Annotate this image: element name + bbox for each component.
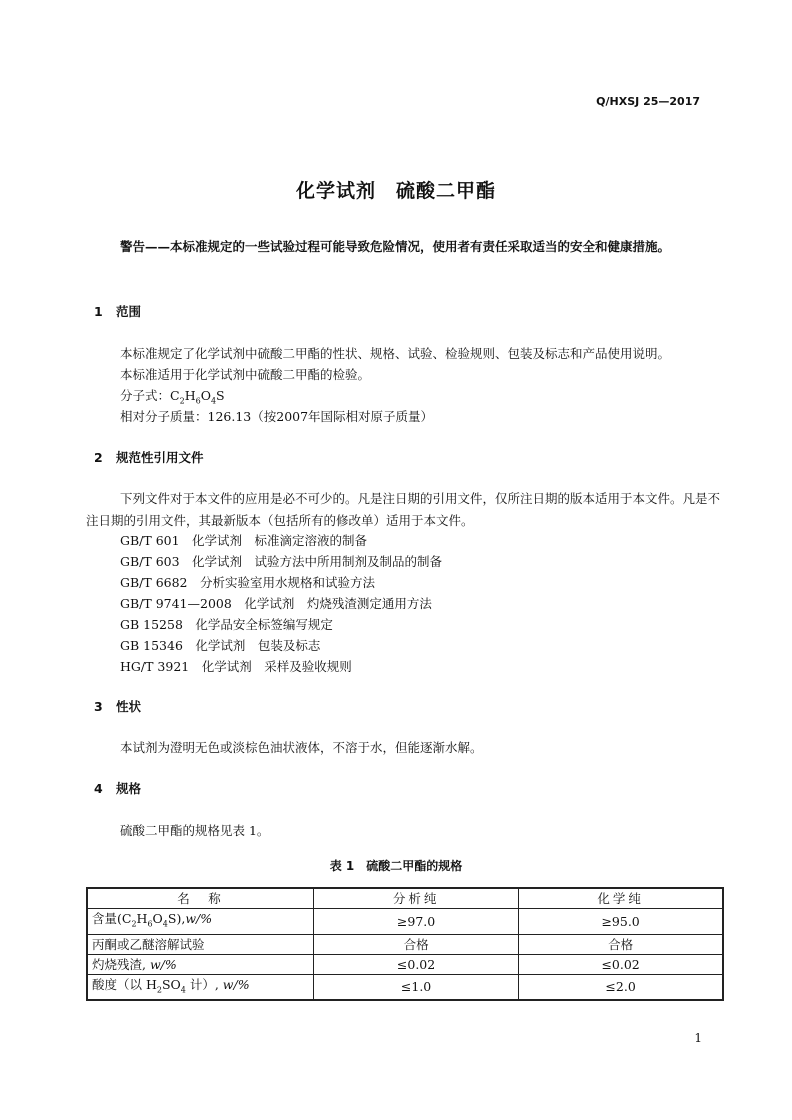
scope-line-2: 本标准适用于化学试剂中硫酸二甲酯的检验。: [120, 367, 371, 382]
header-analytical-grade: 分析纯: [313, 888, 518, 909]
table-row: [87, 909, 723, 935]
section-number: 3: [94, 699, 103, 714]
section-3-heading: [94, 697, 141, 715]
section-title: 规格: [116, 781, 142, 796]
properties-text: 本试剂为澄明无色或淡棕色油状液体，不溶于水，但能逐渐水解。: [120, 740, 483, 755]
page-number: 1: [694, 1031, 702, 1045]
reference-item: GB 15258 化学品安全标签编写规定: [120, 617, 333, 632]
specification-text: 硫酸二甲酯的规格见表 1。: [120, 823, 270, 838]
row-name: 酸度（以 $H_2SO_4$ 计）, w/%: [87, 974, 313, 1000]
molecular-mass-line: 相对分子质量：126.13（按2007年国际相对原子质量）: [120, 409, 434, 424]
warning-text: 警告——本标准规定的一些试验过程可能导致危险情况，使用者有责任采取适当的安全和健康措施。: [120, 239, 671, 254]
page-title: 化学试剂 硫酸二甲酯: [295, 180, 496, 202]
specification-table: [86, 887, 724, 1001]
row-value-ar: 合格: [313, 934, 518, 954]
reference-item: GB/T 601 化学试剂 标准滴定溶液的制备: [120, 533, 368, 548]
section-1-heading: [94, 302, 141, 320]
formula: $C_2H_6O_4S$: [170, 388, 225, 406]
table-header-row: [87, 888, 723, 909]
row-value-ar: ≤1.0: [313, 974, 518, 1000]
header-name: 名 称: [87, 888, 313, 909]
section-title: 性状: [116, 699, 142, 714]
section-number: 4: [94, 781, 103, 796]
row-name: 丙酮或乙醚溶解试验: [87, 934, 313, 954]
table-row: [87, 934, 723, 954]
row-name: 含量$(C_2H_6O_4S),w/\%$: [87, 909, 313, 935]
row-value-cp: 合格: [519, 934, 723, 954]
table-row: [87, 974, 723, 1000]
row-value-ar: ≤0.02: [313, 954, 518, 974]
molecular-formula-line: [120, 386, 225, 406]
row-value-cp: ≤0.02: [519, 954, 723, 974]
warning-paragraph: [86, 236, 722, 258]
header-chemical-grade: 化学纯: [519, 888, 723, 909]
table-caption: 表 1 硫酸二甲酯的规格: [329, 859, 463, 873]
section-2-heading: [94, 448, 204, 466]
row-value-cp: ≤2.0: [519, 974, 723, 1000]
scope-line-1: 本标准规定了化学试剂中硫酸二甲酯的性状、规格、试验、检验规则、包装及标志和产品使用说明。: [120, 346, 671, 361]
section-number: 2: [94, 450, 103, 465]
section-4-heading: [94, 779, 141, 797]
section-title: 范围: [116, 304, 142, 319]
section-title: 规范性引用文件: [116, 450, 204, 465]
reference-item: HG/T 3921 化学试剂 采样及验收规则: [120, 659, 352, 674]
row-name: 灼烧残渣, w/%: [87, 954, 313, 974]
reference-item: GB/T 6682 分析实验室用水规格和试验方法: [120, 575, 376, 590]
row-value-ar: ≥97.0: [313, 909, 518, 935]
reference-item: GB/T 9741—2008 化学试剂 灼烧残渣测定通用方法: [120, 596, 432, 611]
table-row: [87, 954, 723, 974]
formula-label: 分子式：: [120, 388, 171, 403]
row-value-cp: ≥95.0: [519, 909, 723, 935]
section-number: 1: [94, 304, 103, 319]
document-code: Q/HXSJ 25—2017: [596, 95, 700, 108]
references-intro: [86, 488, 726, 532]
references-intro-text: 下列文件对于本文件的应用是必不可少的。凡是注日期的引用文件，仅所注日期的版本适用于本文件。凡是不注日期的引用文件，其最新版本（包括所有的修改单）适用于本文件。: [86, 491, 721, 528]
reference-item: GB 15346 化学试剂 包装及标志: [120, 638, 321, 653]
reference-item: GB/T 603 化学试剂 试验方法中所用制剂及制品的制备: [120, 554, 443, 569]
